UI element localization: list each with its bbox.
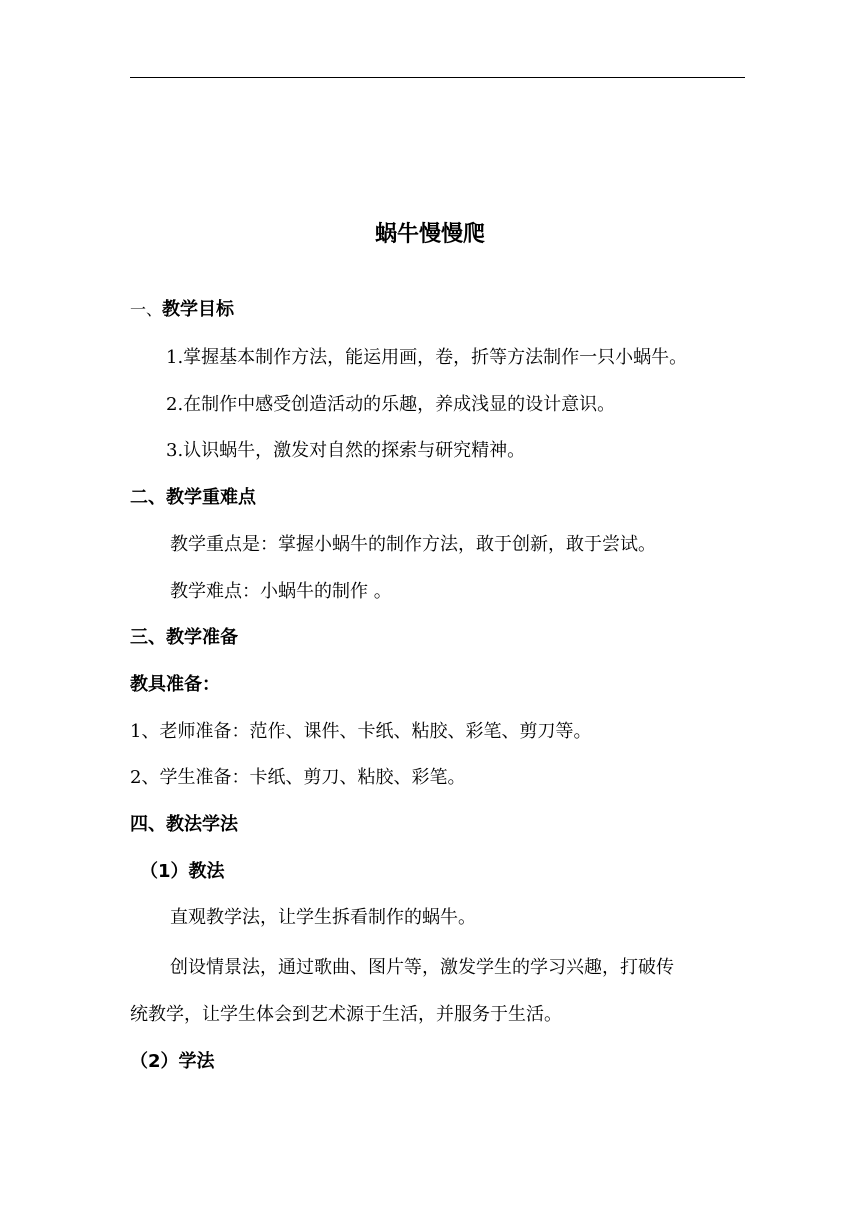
method-paragraph-2-line-2: 统教学，让学生体会到艺术源于生活，并服务于生活。 — [130, 1004, 562, 1025]
objective-item-2: 2.在制作中感受创造活动的乐趣，养成浅显的设计意识。 — [166, 394, 616, 415]
section-1-title: 教学目标 — [162, 299, 235, 320]
method-paragraph-1: 直观教学法，让学生拆看制作的蜗牛。 — [170, 907, 476, 928]
header-rule — [130, 77, 745, 78]
learning-method-heading: （2）学法 — [130, 1051, 215, 1072]
section-4-heading: 四、教法学法 — [130, 814, 238, 835]
student-preparation: 2、学生准备：卡纸、剪刀、粘胶、彩笔。 — [130, 767, 466, 788]
teacher-preparation: 1、老师准备：范作、课件、卡纸、粘胶、彩笔、剪刀等。 — [130, 721, 592, 742]
document-title: 蜗牛慢慢爬 — [374, 222, 485, 247]
method-paragraph-2-line-1: 创设情景法，通过歌曲、图片等，激发学生的学习兴趣，打破传 — [170, 957, 674, 978]
difficult-point: 教学难点：小蜗牛的制作 。 — [170, 581, 392, 602]
section-1-heading — [130, 298, 234, 322]
teaching-aids-heading: 教具准备： — [130, 674, 220, 695]
objective-item-1: 1.掌握基本制作方法，能运用画，卷，折等方法制作一只小蜗牛。 — [166, 347, 688, 368]
section-1-number: 一、 — [130, 300, 163, 319]
section-2-heading: 二、教学重难点 — [130, 487, 256, 508]
objective-item-3: 3.认识蜗牛，激发对自然的探索与研究精神。 — [166, 440, 526, 461]
teaching-method-heading: （1）教法 — [140, 861, 225, 882]
key-point: 教学重点是：掌握小蜗牛的制作方法，敢于创新，敢于尝试。 — [170, 534, 656, 555]
section-3-heading: 三、教学准备 — [130, 627, 238, 648]
